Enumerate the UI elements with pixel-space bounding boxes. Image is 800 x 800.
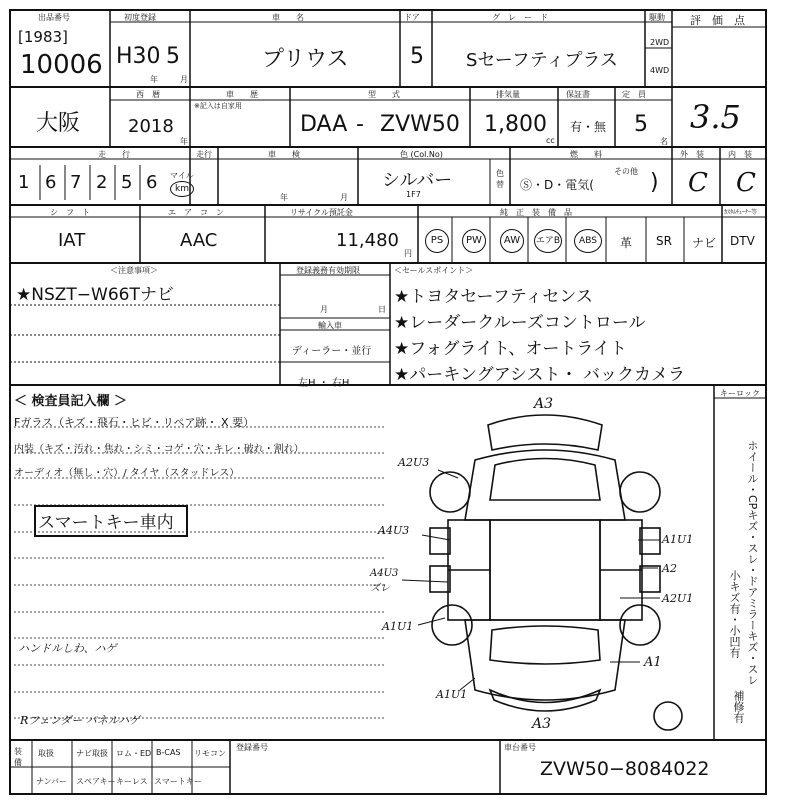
interior-label: 内 装 <box>728 150 752 159</box>
first-reg-era: H30 <box>116 44 161 69</box>
fender-note: Rフェンダー パネルハゲ <box>20 714 141 727</box>
equipment-label: 純 正 装 備 品 <box>500 208 572 217</box>
inspection-month: 月 <box>340 193 348 202</box>
history-label: 車 歴 <box>226 90 258 99</box>
car-diagram <box>402 415 682 730</box>
capacity-label: 定 員 <box>622 90 646 99</box>
sales-point: ★フォグライト、オートライト <box>394 339 627 359</box>
drive-4wd: 4WD <box>650 66 670 75</box>
equip-ps: PS <box>425 229 449 253</box>
interior-grade: C <box>736 168 756 198</box>
ac: AAC <box>180 230 218 251</box>
year-kanji: 年 <box>150 75 158 84</box>
lot-label: 出品番号 <box>38 13 70 22</box>
damage-mark: A1U1 <box>436 688 468 701</box>
keyrock-note: ホイール・CPキズ・スレ・ドアミラーキズ・スレ <box>746 440 759 686</box>
reg-day: 日 <box>378 305 386 314</box>
inspector-line-glass: Fガラス（キズ・飛石・ヒビ・リペア跡・ X 要） <box>14 416 255 429</box>
drive-label: 駆動 <box>649 13 665 22</box>
shift: IAT <box>58 230 86 251</box>
model-prefix: DAA <box>300 112 348 137</box>
first-reg-month: 5 <box>166 44 180 69</box>
footer-item: スマートキー <box>154 777 202 786</box>
mileage-ok-label: 走行 <box>196 150 212 159</box>
handle: 左H ・ 右H <box>298 378 350 389</box>
door-count: 5 <box>410 44 424 69</box>
lot-number: 10006 <box>20 50 103 80</box>
exterior-label: 外 装 <box>680 150 704 159</box>
chassis-number: ZVW50−8084022 <box>540 758 710 780</box>
import-label: 輸入車 <box>318 321 342 330</box>
recycle-label: リサイクル預託金 <box>290 208 353 217</box>
mileage-digit: 7 <box>70 172 82 193</box>
inspector-line-audio: オーディオ（無し・穴）/ タイヤ（スタッドレス） <box>14 468 240 479</box>
mileage-digit: 6 <box>146 172 158 193</box>
inspection-label: 車 検 <box>268 150 300 159</box>
footer-item: B-CAS <box>156 748 181 757</box>
model-dash: - <box>356 112 364 137</box>
damage-mark: A1U1 <box>662 533 694 546</box>
location: 大阪 <box>36 111 81 136</box>
reg-number-label: 登録番号 <box>236 743 268 752</box>
grade-label: グ レ ー ド <box>492 13 548 22</box>
mileage-digit: 2 <box>96 172 108 193</box>
equip-navi: ナビ <box>692 236 717 250</box>
keyrock-note: 小キズ有・小凹有 <box>728 570 741 658</box>
warranty: 有・無 <box>570 120 607 134</box>
inspector-line-interior: 内装（キズ・汚れ・焦れ・シミ・コゲ・穴・キレ・破れ・割れ） <box>14 444 304 455</box>
equip-pw: PW <box>462 229 486 253</box>
sales-label: ＜セールスポイント＞ <box>394 266 474 275</box>
footer-item: ロム・ED <box>116 749 152 758</box>
footer-side-label: 装備 <box>14 747 22 767</box>
steering-note: ハンドルしわ、ハゲ <box>18 642 117 655</box>
footer-item: キーレス <box>116 777 148 786</box>
keyrock-label: キーロック <box>720 389 760 398</box>
caution-line: ★NSZT−W66Tナビ <box>16 285 174 305</box>
capacity-unit: 名 <box>660 137 668 146</box>
car-name: プリウス <box>262 47 349 72</box>
mileage-digit: 6 <box>45 172 57 193</box>
mileage-digit: 1 <box>18 172 30 193</box>
km-unit: km <box>170 181 194 197</box>
equip-abs: ABS <box>574 229 602 253</box>
reg-label: 登録義務有効期限 <box>296 266 360 275</box>
model-year: 2018 <box>128 116 174 137</box>
car-name-label: 車 名 <box>272 13 304 22</box>
mile-unit: マイル <box>170 171 194 180</box>
cc-unit: cc <box>546 136 555 145</box>
equip-leather: 革 <box>620 236 633 250</box>
drive-2wd: 2WD <box>650 38 670 47</box>
fuel-options: Ⓢ・D・電気( <box>520 178 594 192</box>
dealer: ディーラー・並行 <box>292 346 372 357</box>
tuner-label: ｶｽﾀﾑﾁｭｰﾅｰ等 <box>724 209 758 216</box>
door-label: ドア <box>404 13 420 22</box>
recycle-fee: 11,480 <box>336 230 399 251</box>
fuel-other: その他 <box>614 167 638 176</box>
mileage-label: 走 行 <box>98 150 130 159</box>
exterior-grade: C <box>688 168 708 198</box>
damage-mark: A4U3ズレ <box>370 568 399 594</box>
sales-point: ★トヨタセーフティセンス <box>394 287 593 307</box>
displacement: 1,800 <box>484 112 547 137</box>
model-code: ZVW50 <box>380 112 460 137</box>
capacity: 5 <box>634 112 648 137</box>
shift-label: シ フ ト <box>50 208 90 217</box>
footer-item: ナビ取扱 <box>76 749 108 758</box>
equip-aw: AW <box>500 229 524 253</box>
sales-point: ★パーキングアシスト・ バックカメラ <box>394 365 685 385</box>
displacement-label: 排気量 <box>496 90 520 99</box>
color: シルバー <box>382 170 453 191</box>
damage-mark: A2 <box>662 562 677 575</box>
reg-month: 月 <box>320 305 328 314</box>
damage-mark: A3 <box>534 396 554 412</box>
ac-label: エ ア コ ン <box>168 208 224 217</box>
damage-mark: A2U3 <box>398 456 430 469</box>
footer-item: スペアキー <box>76 777 116 786</box>
warranty-label: 保証書 <box>566 90 590 99</box>
equip-dtv: DTV <box>730 234 755 248</box>
footer-item: リモコン <box>194 749 226 758</box>
inspector-title: ＜ 検査員記入欄 ＞ <box>14 394 128 409</box>
smart-key-note: スマートキー車内 <box>38 513 174 533</box>
history-note: ※記入は自家用 <box>194 102 242 110</box>
model-label: 型 式 <box>368 90 400 99</box>
footer-item: 取扱 <box>38 749 54 758</box>
equip-airbag: エアB <box>534 229 562 253</box>
fuel-label: 燃 料 <box>570 150 602 159</box>
color-label: 色 (Col.No) <box>400 150 443 159</box>
mileage-digit: 5 <box>121 172 133 193</box>
first-reg-label: 初度登録 <box>124 13 156 22</box>
damage-mark: A4U3 <box>378 524 410 537</box>
keyrock-note: 補修有 <box>732 690 745 723</box>
damage-mark: A1 <box>644 655 662 670</box>
year-suffix: 年 <box>180 137 188 146</box>
chassis-label: 車台番号 <box>504 743 536 752</box>
month-kanji: 月 <box>180 75 188 84</box>
score: 3.5 <box>690 98 741 136</box>
grade: Sセーフティプラス <box>466 50 618 71</box>
damage-mark: A3 <box>532 716 552 732</box>
fuel-close: ) <box>650 170 659 195</box>
sales-point: ★レーダークルーズコントロール <box>394 313 646 333</box>
inspection-year: 年 <box>280 193 288 202</box>
damage-mark: A1U1 <box>382 620 414 633</box>
footer-item: ナンバー <box>36 777 68 786</box>
color-no: 1F7 <box>406 190 421 199</box>
caution-label: ＜注意事項＞ <box>110 266 158 275</box>
color-change: 色替 <box>496 169 504 189</box>
score-label: 評 価 点 <box>690 14 745 27</box>
lot-sub: [1983] <box>18 28 68 46</box>
yen-unit: 円 <box>404 249 412 258</box>
damage-mark: A2U1 <box>662 592 694 605</box>
year-label: 西 暦 <box>136 90 160 99</box>
equip-sr: SR <box>656 234 672 248</box>
